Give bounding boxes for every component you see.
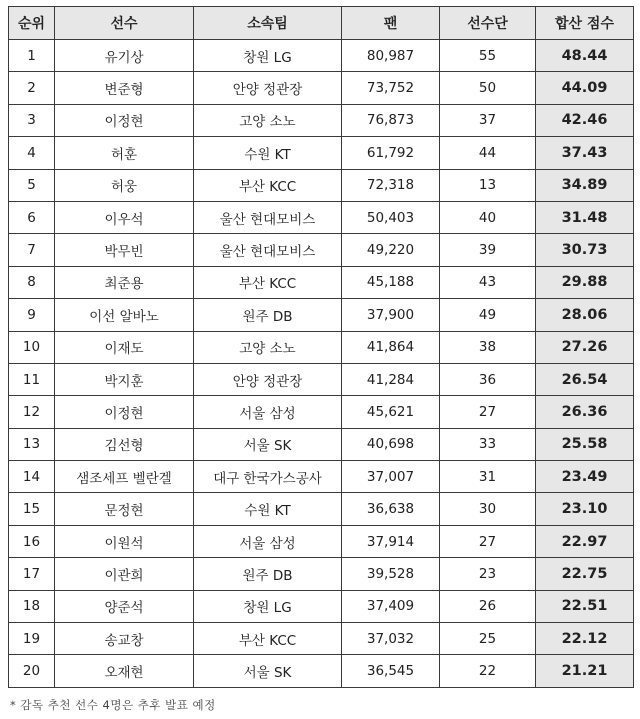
cell-team: 서울 삼성 (194, 525, 342, 557)
cell-rank: 9 (9, 299, 55, 331)
cell-rank: 2 (9, 72, 55, 104)
cell-rank: 20 (9, 655, 55, 687)
cell-fans: 37,914 (342, 525, 440, 557)
cell-fans: 72,318 (342, 169, 440, 201)
cell-rank: 17 (9, 558, 55, 590)
cell-total-score: 30.73 (536, 234, 634, 266)
table-row (9, 201, 634, 233)
cell-rank: 4 (9, 137, 55, 169)
cell-fans: 37,900 (342, 299, 440, 331)
header-team: 소속팀 (194, 7, 342, 40)
table-row (9, 428, 634, 460)
footnote: * 감독 추천 선수 4명은 추후 발표 예정 (10, 698, 216, 712)
cell-players-vote: 13 (440, 169, 536, 201)
header-rank: 순위 (9, 7, 55, 40)
cell-total-score: 23.49 (536, 461, 634, 493)
cell-players-vote: 38 (440, 331, 536, 363)
table-row (9, 299, 634, 331)
header-player: 선수 (55, 7, 194, 40)
cell-total-score: 21.21 (536, 655, 634, 687)
cell-players-vote: 22 (440, 655, 536, 687)
cell-player: 변준형 (55, 72, 194, 104)
cell-fans: 41,284 (342, 363, 440, 395)
cell-rank: 14 (9, 461, 55, 493)
cell-rank: 13 (9, 428, 55, 460)
cell-players-vote: 25 (440, 623, 536, 655)
table-row (9, 623, 634, 655)
cell-player: 이원석 (55, 525, 194, 557)
table-row (9, 137, 634, 169)
cell-player: 허웅 (55, 169, 194, 201)
cell-team: 서울 SK (194, 428, 342, 460)
cell-team: 서울 삼성 (194, 396, 342, 428)
table-row (9, 331, 634, 363)
cell-team: 안양 정관장 (194, 363, 342, 395)
cell-rank: 19 (9, 623, 55, 655)
cell-rank: 6 (9, 201, 55, 233)
cell-player: 이관희 (55, 558, 194, 590)
cell-team: 안양 정관장 (194, 72, 342, 104)
cell-team: 대구 한국가스공사 (194, 461, 342, 493)
cell-total-score: 23.10 (536, 493, 634, 525)
cell-team: 서울 SK (194, 655, 342, 687)
cell-players-vote: 27 (440, 525, 536, 557)
table-row (9, 590, 634, 622)
cell-fans: 80,987 (342, 40, 440, 72)
ranking-table (8, 6, 634, 688)
cell-fans: 37,007 (342, 461, 440, 493)
cell-total-score: 26.36 (536, 396, 634, 428)
cell-team: 고양 소노 (194, 104, 342, 136)
cell-players-vote: 23 (440, 558, 536, 590)
cell-player: 유기상 (55, 40, 194, 72)
cell-total-score: 44.09 (536, 72, 634, 104)
cell-total-score: 31.48 (536, 201, 634, 233)
table-row (9, 493, 634, 525)
cell-player: 이선 알바노 (55, 299, 194, 331)
cell-fans: 45,188 (342, 266, 440, 298)
cell-player: 최준용 (55, 266, 194, 298)
cell-total-score: 34.89 (536, 169, 634, 201)
cell-rank: 10 (9, 331, 55, 363)
cell-team: 원주 DB (194, 558, 342, 590)
cell-rank: 11 (9, 363, 55, 395)
cell-team: 부산 KCC (194, 266, 342, 298)
cell-player: 이재도 (55, 331, 194, 363)
cell-rank: 12 (9, 396, 55, 428)
cell-players-vote: 33 (440, 428, 536, 460)
cell-player: 오재현 (55, 655, 194, 687)
cell-fans: 39,528 (342, 558, 440, 590)
cell-total-score: 48.44 (536, 40, 634, 72)
cell-fans: 50,403 (342, 201, 440, 233)
cell-player: 이우석 (55, 201, 194, 233)
cell-rank: 3 (9, 104, 55, 136)
cell-players-vote: 39 (440, 234, 536, 266)
table-row (9, 104, 634, 136)
cell-total-score: 25.58 (536, 428, 634, 460)
cell-fans: 40,698 (342, 428, 440, 460)
cell-team: 수원 KT (194, 137, 342, 169)
cell-players-vote: 55 (440, 40, 536, 72)
cell-fans: 76,873 (342, 104, 440, 136)
cell-players-vote: 36 (440, 363, 536, 395)
cell-team: 울산 현대모비스 (194, 201, 342, 233)
cell-fans: 45,621 (342, 396, 440, 428)
table-header-row (9, 7, 634, 40)
cell-player: 박무빈 (55, 234, 194, 266)
cell-players-vote: 40 (440, 201, 536, 233)
cell-player: 김선형 (55, 428, 194, 460)
cell-player: 이정현 (55, 104, 194, 136)
table-body (9, 40, 634, 688)
header-players-vote: 선수단 (440, 7, 536, 40)
table-row (9, 558, 634, 590)
cell-players-vote: 31 (440, 461, 536, 493)
cell-rank: 15 (9, 493, 55, 525)
table-row (9, 266, 634, 298)
cell-rank: 5 (9, 169, 55, 201)
cell-fans: 37,032 (342, 623, 440, 655)
table-row (9, 525, 634, 557)
header-total: 합산 점수 (536, 7, 634, 40)
cell-fans: 41,864 (342, 331, 440, 363)
cell-total-score: 22.12 (536, 623, 634, 655)
table-row (9, 169, 634, 201)
cell-player: 이정현 (55, 396, 194, 428)
table-row (9, 655, 634, 687)
cell-total-score: 42.46 (536, 104, 634, 136)
cell-total-score: 22.75 (536, 558, 634, 590)
header-fans: 팬 (342, 7, 440, 40)
cell-player: 허훈 (55, 137, 194, 169)
cell-player: 송교창 (55, 623, 194, 655)
table-row (9, 72, 634, 104)
cell-players-vote: 49 (440, 299, 536, 331)
cell-rank: 18 (9, 590, 55, 622)
cell-team: 고양 소노 (194, 331, 342, 363)
cell-players-vote: 27 (440, 396, 536, 428)
cell-fans: 61,792 (342, 137, 440, 169)
cell-total-score: 28.06 (536, 299, 634, 331)
cell-fans: 36,638 (342, 493, 440, 525)
cell-player: 문정현 (55, 493, 194, 525)
cell-rank: 16 (9, 525, 55, 557)
cell-rank: 7 (9, 234, 55, 266)
cell-team: 원주 DB (194, 299, 342, 331)
cell-total-score: 22.97 (536, 525, 634, 557)
cell-fans: 36,545 (342, 655, 440, 687)
cell-fans: 73,752 (342, 72, 440, 104)
cell-fans: 49,220 (342, 234, 440, 266)
cell-rank: 1 (9, 40, 55, 72)
cell-team: 부산 KCC (194, 169, 342, 201)
table-row (9, 461, 634, 493)
cell-total-score: 22.51 (536, 590, 634, 622)
cell-team: 창원 LG (194, 40, 342, 72)
table-row (9, 40, 634, 72)
cell-players-vote: 26 (440, 590, 536, 622)
cell-player: 박지훈 (55, 363, 194, 395)
cell-team: 수원 KT (194, 493, 342, 525)
cell-players-vote: 50 (440, 72, 536, 104)
cell-rank: 8 (9, 266, 55, 298)
cell-player: 샘조세프 벨란겔 (55, 461, 194, 493)
cell-total-score: 29.88 (536, 266, 634, 298)
cell-total-score: 27.26 (536, 331, 634, 363)
cell-total-score: 37.43 (536, 137, 634, 169)
cell-team: 부산 KCC (194, 623, 342, 655)
cell-fans: 37,409 (342, 590, 440, 622)
table-row (9, 234, 634, 266)
cell-player: 양준석 (55, 590, 194, 622)
cell-team: 창원 LG (194, 590, 342, 622)
cell-players-vote: 44 (440, 137, 536, 169)
table-row (9, 363, 634, 395)
cell-players-vote: 43 (440, 266, 536, 298)
cell-players-vote: 37 (440, 104, 536, 136)
cell-players-vote: 30 (440, 493, 536, 525)
cell-team: 울산 현대모비스 (194, 234, 342, 266)
cell-total-score: 26.54 (536, 363, 634, 395)
table-row (9, 396, 634, 428)
